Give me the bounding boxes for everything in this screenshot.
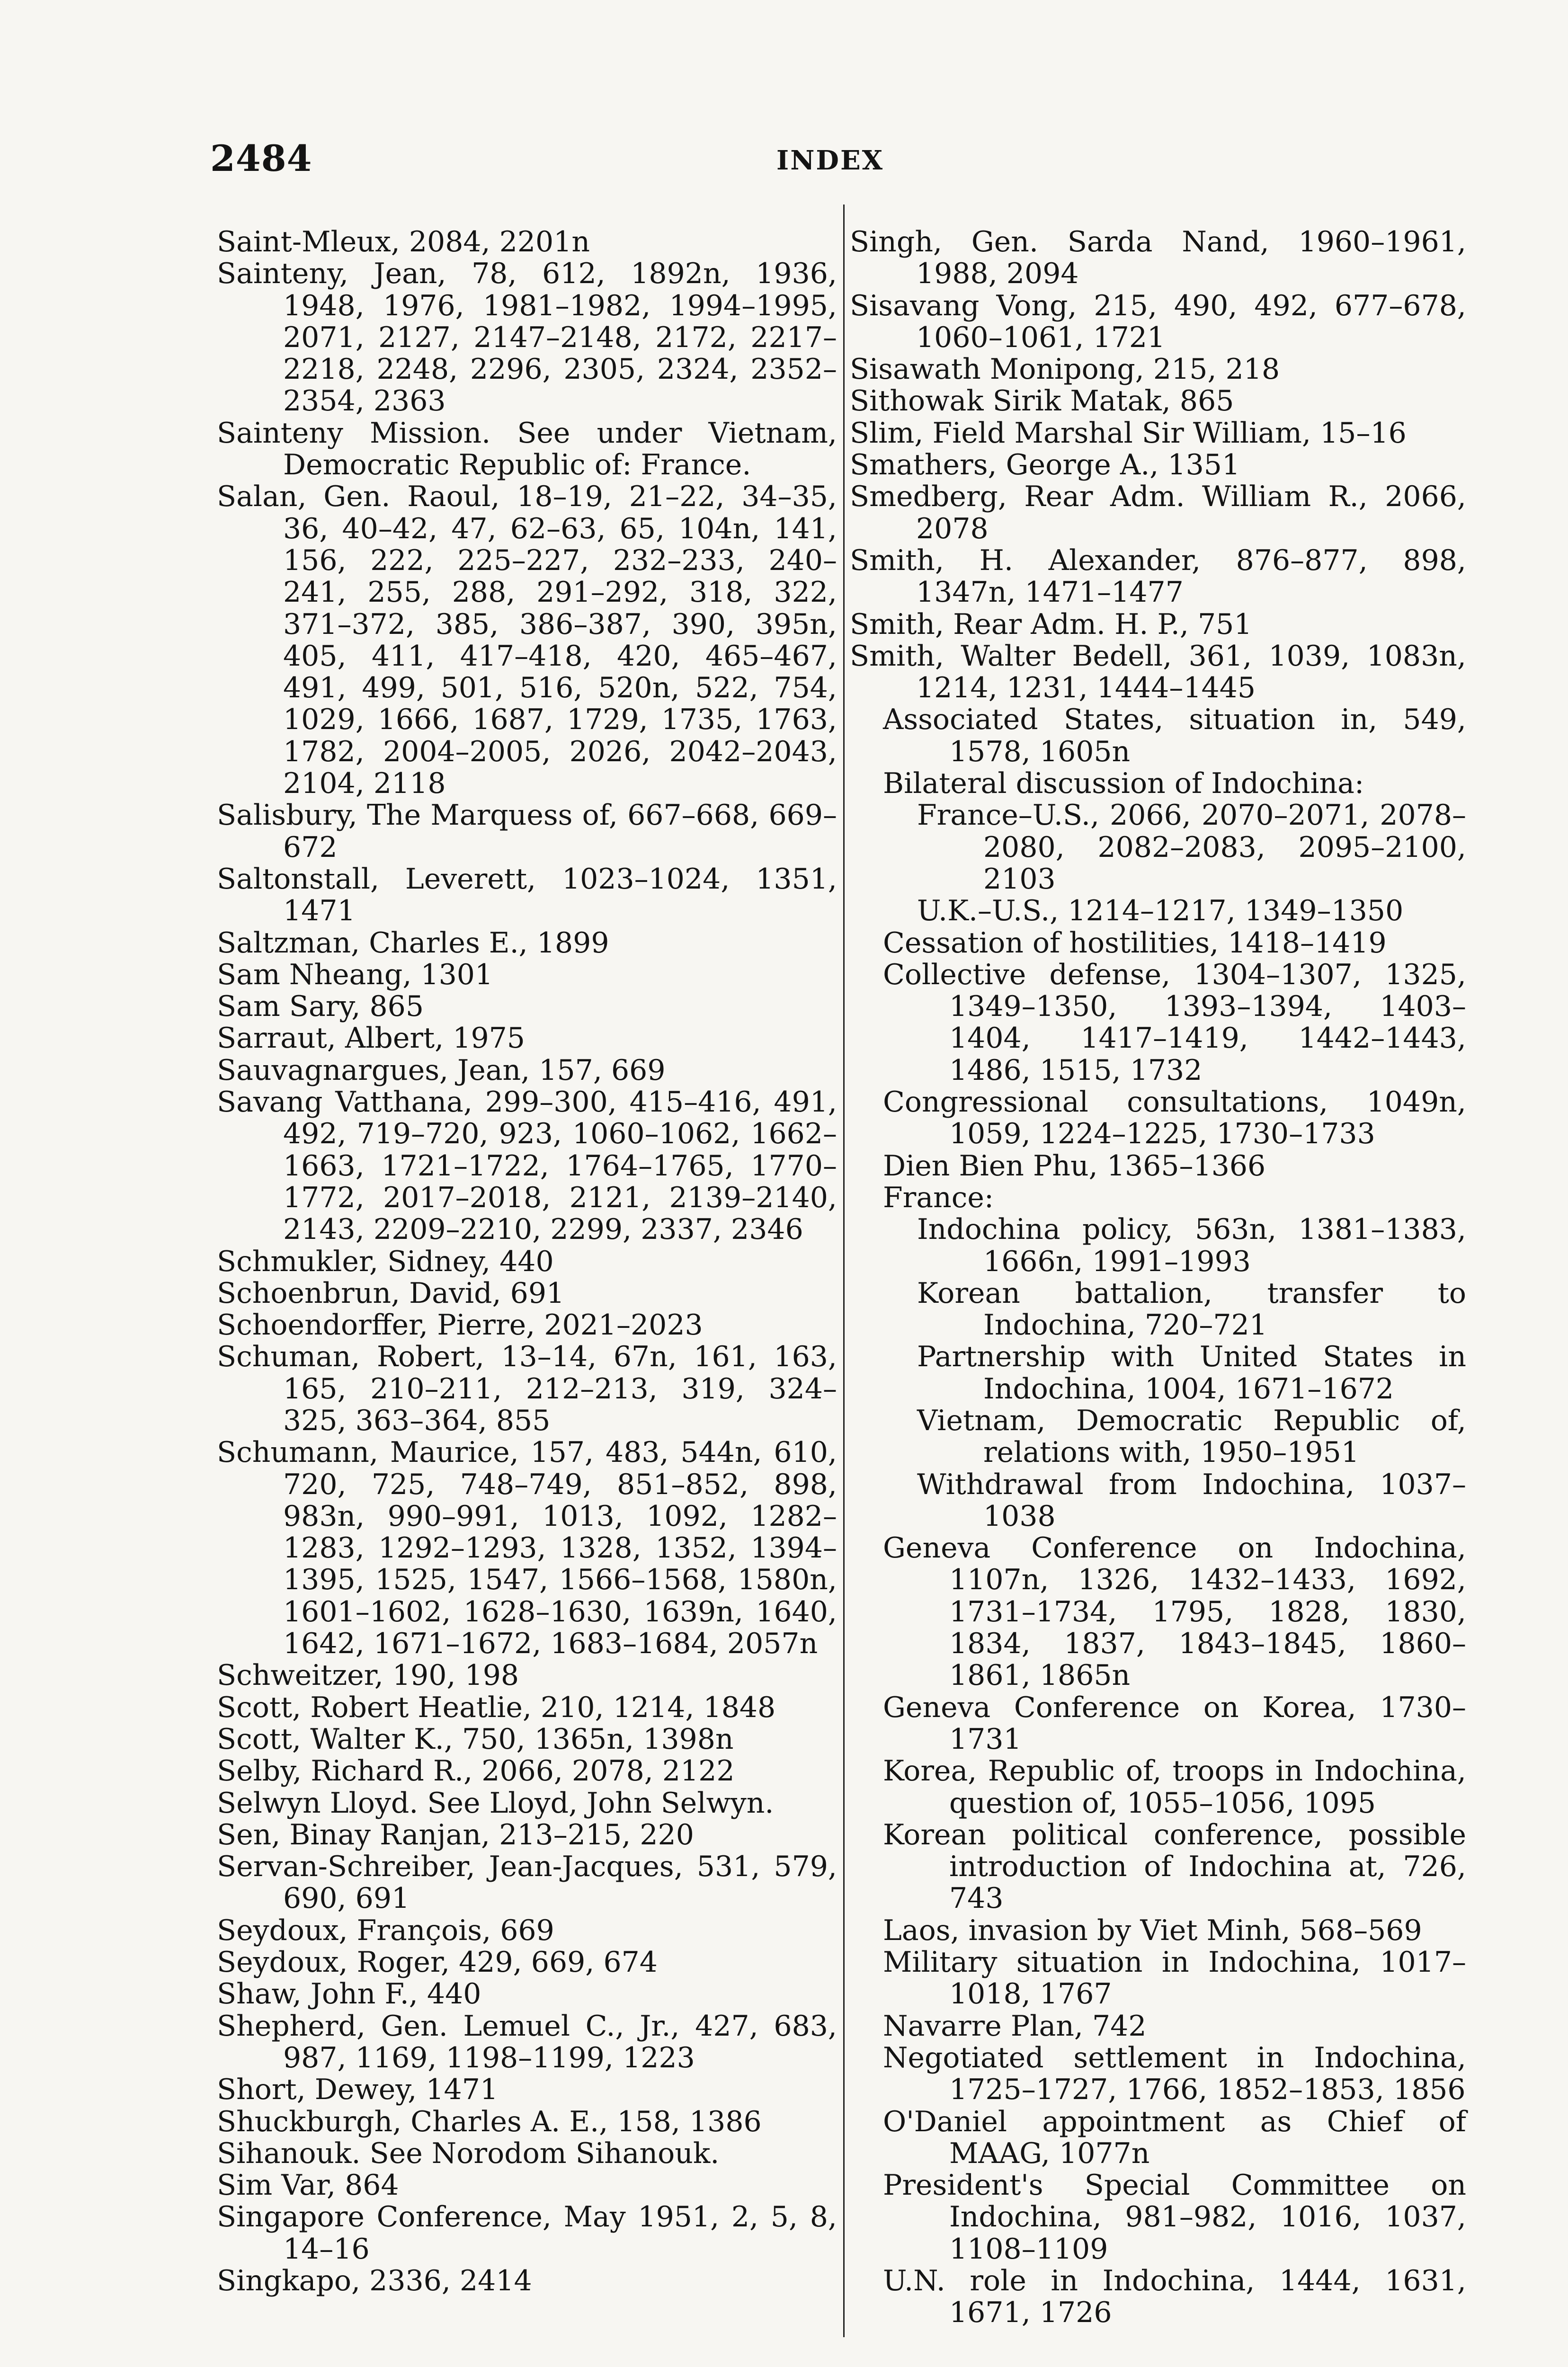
index-column-left <box>217 226 837 2297</box>
index-entry: Smith, H. Alexander, 876–877, 898, 1347n, 1471–1477 <box>850 543 1466 609</box>
index-entry: Sauvagnargues, Jean, 157, 669 <box>217 1053 666 1087</box>
index-entry: Shepherd, Gen. Lemuel C., Jr., 427, 683, 987, 1169, 1198–1199, 1223 <box>217 2009 837 2074</box>
index-entry: Short, Dewey, 1471 <box>217 2073 499 2107</box>
index-entry: Smith, Walter Bedell, 361, 1039, 1083n, 1214, 1231, 1444–1445 <box>850 639 1466 705</box>
index-entry: Sisawath Monipong, 215, 218 <box>850 353 1280 386</box>
index-entry: Selby, Richard R., 2066, 2078, 2122 <box>217 1754 735 1788</box>
index-entry: Collective defense, 1304–1307, 1325, 1349–1350, 1393–1394, 1403–1404, 1417–1419, 1442–1443, 1486, 1515, 1732 <box>883 958 1466 1087</box>
index-entry: Sihanouk. See Norodom Sihanouk. <box>217 2136 720 2170</box>
index-entry: Sim Var, 864 <box>217 2169 399 2202</box>
column-divider <box>843 205 845 2337</box>
index-entry: Schoendorffer, Pierre, 2021–2023 <box>217 1308 703 1342</box>
index-entry: Withdrawal from Indochina, 1037–1038 <box>917 1468 1466 1533</box>
index-entry: Negotiated settlement in Indochina, 1725–1727, 1766, 1852–1853, 1856 <box>883 2041 1466 2107</box>
index-entry: Navarre Plan, 742 <box>883 2009 1147 2043</box>
index-entry: France: <box>883 1181 994 1214</box>
index-entry: Salan, Gen. Raoul, 18–19, 21–22, 34–35, 36, 40–42, 47, 62–63, 65, 104n, 141, 156, 222, 225–227, 232–233, 240–241, 255, 288, 291–292, 318, 322, 371–372, 385, 386–387, 390, 395n, 405, 411, 417–418, 420, 465–467, 491, 499, 501, 516, 520n, 522, 754, 1029, 1666, 1687, 1729, 1735, 1763, 1782, 2004–2005, 2026, 2042–2043, 2104, 2118 <box>217 480 837 801</box>
index-entry: Bilateral discussion of Indochina: <box>883 767 1364 801</box>
index-entry: Indochina policy, 563n, 1381–1383, 1666n, 1991–1993 <box>917 1213 1466 1278</box>
index-entry: Schuman, Robert, 13–14, 67n, 161, 163, 165, 210–211, 212–213, 319, 324–325, 363–364, 855 <box>217 1340 837 1437</box>
index-entry: Slim, Field Marshal Sir William, 15–16 <box>850 416 1407 450</box>
index-entry: Sainteny, Jean, 78, 612, 1892n, 1936, 1948, 1976, 1981–1982, 1994–1995, 2071, 2127, 2147–2148, 2172, 2217–2218, 2248, 2296, 2305, 2324, 2352–2354, 2363 <box>217 257 837 418</box>
index-entry: Sainteny Mission. See under Vietnam, Democratic Republic of: France. <box>217 416 837 482</box>
index-entry: Geneva Conference on Indochina, 1107n, 1326, 1432–1433, 1692, 1731–1734, 1795, 1828, 1830, 1834, 1837, 1843–1845, 1860–1861, 1865n <box>883 1531 1466 1692</box>
index-entry: Schmukler, Sidney, 440 <box>217 1245 554 1278</box>
index-entry: Singkapo, 2336, 2414 <box>217 2264 532 2297</box>
index-entry: Servan-Schreiber, Jean-Jacques, 531, 579, 690, 691 <box>217 1850 837 1915</box>
index-entry: France–U.S., 2066, 2070–2071, 2078–2080, 2082–2083, 2095–2100, 2103 <box>917 799 1466 896</box>
index-entry: Singapore Conference, May 1951, 2, 5, 8, 14–16 <box>217 2200 837 2266</box>
index-entry: Geneva Conference on Korea, 1730–1731 <box>883 1691 1466 1756</box>
index-entry: Partnership with United States in Indochina, 1004, 1671–1672 <box>917 1340 1466 1406</box>
index-entry: Salisbury, The Marquess of, 667–668, 669–672 <box>217 799 837 864</box>
index-entry: Schumann, Maurice, 157, 483, 544n, 610, 720, 725, 748–749, 851–852, 898, 983n, 990–991, 1013, 1092, 1282–1283, 1292–1293, 1328, 1352, 1394–1395, 1525, 1547, 1566–1568, 1580n, 1601–1602, 1628–1630, 1639n, 1640, 1642, 1671–1672, 1683–1684, 2057n <box>217 1436 837 1661</box>
index-entry: U.K.–U.S., 1214–1217, 1349–1350 <box>917 894 1404 928</box>
index-entry: Korean battalion, transfer to Indochina, 720–721 <box>917 1276 1466 1342</box>
index-entry: Smith, Rear Adm. H. P., 751 <box>850 607 1252 641</box>
index-entry: Shaw, John F., 440 <box>217 1977 481 2011</box>
index-entry: Selwyn Lloyd. See Lloyd, John Selwyn. <box>217 1786 774 1820</box>
index-entry: O'Daniel appointment as Chief of MAAG, 1077n <box>883 2105 1466 2170</box>
index-entry: Singh, Gen. Sarda Nand, 1960–1961, 1988, 2094 <box>850 225 1466 291</box>
index-entry: U.N. role in Indochina, 1444, 1631, 1671, 1726 <box>883 2264 1466 2330</box>
index-column-right <box>850 226 1466 2329</box>
index-entry: Congressional consultations, 1049n, 1059, 1224–1225, 1730–1733 <box>883 1086 1466 1151</box>
index-entry: Seydoux, François, 669 <box>217 1913 554 1947</box>
index-entry: Schweitzer, 190, 198 <box>217 1659 519 1692</box>
index-entry: Sam Sary, 865 <box>217 990 424 1023</box>
index-entry: Scott, Walter K., 750, 1365n, 1398n <box>217 1722 734 1756</box>
index-entry: Saint-Mleux, 2084, 2201n <box>217 225 590 258</box>
index-entry: Laos, invasion by Viet Minh, 568–569 <box>883 1913 1422 1947</box>
index-entry: President's Special Committee on Indochina, 981–982, 1016, 1037, 1108–1109 <box>883 2169 1466 2266</box>
index-entry: Savang Vatthana, 299–300, 415–416, 491, 492, 719–720, 923, 1060–1062, 1662–1663, 1721–1722, 1764–1765, 1770–1772, 2017–2018, 2121, 2139–2140, 2143, 2209–2210, 2299, 2337, 2346 <box>217 1086 837 1246</box>
index-entry: Scott, Robert Heatlie, 210, 1214, 1848 <box>217 1691 776 1724</box>
index-entry: Seydoux, Roger, 429, 669, 674 <box>217 1946 658 1979</box>
index-entry: Cessation of hostilities, 1418–1419 <box>883 926 1387 960</box>
index-entry: Smedberg, Rear Adm. William R., 2066, 2078 <box>850 480 1466 545</box>
running-head: INDEX <box>776 145 884 176</box>
index-entry: Associated States, situation in, 549, 1578, 1605n <box>883 703 1466 768</box>
index-entry: Shuckburgh, Charles A. E., 158, 1386 <box>217 2105 762 2138</box>
index-entry: Saltonstall, Leverett, 1023–1024, 1351, 1471 <box>217 862 837 928</box>
index-entry: Schoenbrun, David, 691 <box>217 1276 565 1310</box>
index-entry: Saltzman, Charles E., 1899 <box>217 926 609 960</box>
index-entry: Sisavang Vong, 215, 490, 492, 677–678, 1060–1061, 1721 <box>850 289 1466 354</box>
index-entry: Vietnam, Democratic Republic of, relations with, 1950–1951 <box>917 1404 1466 1469</box>
index-entry: Korean political conference, possible introduction of Indochina at, 726, 743 <box>883 1818 1466 1915</box>
index-entry: Sarraut, Albert, 1975 <box>217 1022 525 1055</box>
index-entry: Sithowak Sirik Matak, 865 <box>850 384 1234 418</box>
index-entry: Sam Nheang, 1301 <box>217 958 493 991</box>
index-entry: Smathers, George A., 1351 <box>850 448 1240 482</box>
index-entry: Dien Bien Phu, 1365–1366 <box>883 1149 1266 1183</box>
page-number: 2484 <box>210 137 312 179</box>
index-entry: Sen, Binay Ranjan, 213–215, 220 <box>217 1818 694 1851</box>
index-entry: Military situation in Indochina, 1017–1018, 1767 <box>883 1946 1466 2011</box>
index-entry: Korea, Republic of, troops in Indochina, question of, 1055–1056, 1095 <box>883 1754 1466 1820</box>
